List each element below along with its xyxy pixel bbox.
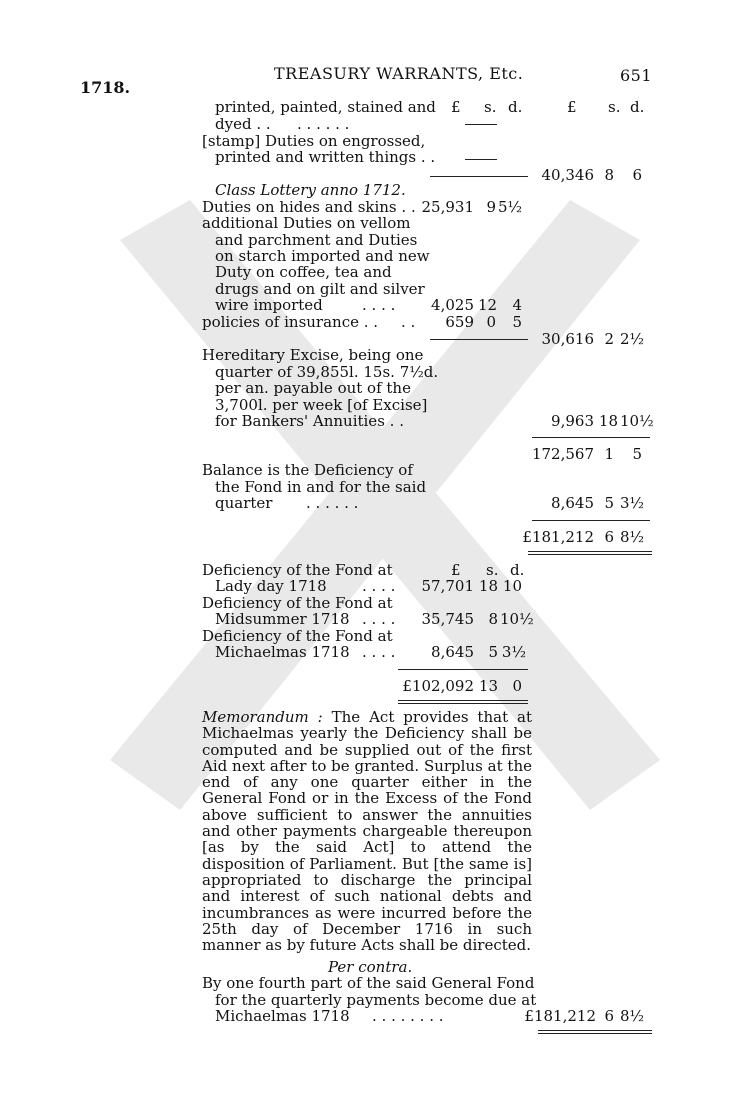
per-contra-line3: Michaelmas 1718	[215, 1007, 350, 1025]
blank-dash-2	[465, 159, 497, 160]
def-row-3-pence: 3½	[501, 643, 526, 661]
hereditary-line-4: 3,700l. per week [of Excise]	[215, 396, 428, 414]
rule-subtotal-2	[430, 339, 528, 340]
col-header-shillings: s.	[484, 98, 497, 116]
balance-shillings: 5	[604, 494, 614, 512]
subtotal2-pounds: 30,616	[541, 330, 594, 348]
hides-pounds: 25,931	[421, 198, 474, 216]
additional-line-6: wire imported	[215, 296, 323, 314]
policies-pounds: 659	[445, 313, 474, 331]
balance-line-3: quarter	[215, 494, 273, 512]
def-row-2-shillings: 8	[488, 610, 498, 628]
item-stamp-line1: [stamp] Duties on engrossed,	[202, 132, 426, 150]
def-col-header-pence: d.	[510, 561, 525, 579]
additional-line-1: additional Duties on vellom	[202, 214, 411, 232]
balance-pounds: 8,645	[551, 494, 594, 512]
def-total-pence: 0	[512, 677, 522, 695]
balance-line-1: Balance is the Deficiency of	[202, 461, 413, 479]
item-printed-line2: dyed . .	[215, 115, 271, 133]
def-row-2-pounds: 35,745	[421, 610, 474, 628]
item-printed-dots: . . . . . .	[297, 115, 350, 133]
grand-total-shillings: 6	[604, 528, 614, 546]
hides-pence: 5½	[498, 198, 523, 216]
rule-total-1	[532, 437, 650, 438]
rule-grand-total-double	[528, 551, 652, 555]
rule-def-total-double	[398, 700, 528, 704]
total1-pence: 5	[632, 445, 642, 463]
def-row-1-pounds: 57,701	[421, 577, 474, 595]
def-total-shillings: 13	[478, 677, 498, 695]
grand-total-pounds: £181,212	[522, 528, 594, 546]
def-row-1-line1: Deficiency of the Fond at	[202, 561, 393, 579]
policies-shillings: 0	[486, 313, 496, 331]
col-header-pence: d.	[508, 98, 523, 116]
additional-pounds: 4,025	[431, 296, 474, 314]
subtotal2-pence: 2½	[620, 330, 645, 348]
rule-per-contra-double	[538, 1030, 652, 1034]
def-row-3-pounds: 8,645	[431, 643, 474, 661]
memorandum-paragraph	[202, 709, 532, 953]
hereditary-shillings: 18	[598, 412, 618, 430]
additional-pence: 4	[512, 296, 522, 314]
policies-dots: . .	[401, 313, 416, 331]
total1-shillings: 1	[604, 445, 614, 463]
additional-line-3: on starch imported and new	[215, 247, 430, 265]
col-header-pounds: £	[451, 98, 461, 116]
memorandum-label: Memorandum :	[202, 708, 323, 726]
col-header-pence-2: d.	[630, 98, 645, 116]
item-printed-line1: printed, painted, stained and	[215, 98, 436, 116]
per-contra-pounds: £181,212	[524, 1007, 596, 1025]
col-header-shillings-2: s.	[608, 98, 621, 116]
def-row-3-line1: Deficiency of the Fond at	[202, 627, 393, 645]
def-row-1-line2: Lady day 1718	[215, 577, 327, 595]
def-row-2-line2: Midsummer 1718	[215, 610, 350, 628]
additional-shillings: 12	[478, 296, 498, 314]
rule-subtotal-1	[430, 176, 528, 177]
balance-dots: . . . . . .	[306, 494, 359, 512]
subtotal1-pence: 6	[632, 166, 642, 184]
grand-total-pence: 8½	[620, 528, 645, 546]
additional-dots: . . . .	[362, 296, 396, 314]
policies-pence: 5	[512, 313, 522, 331]
def-row-1-shillings: 18	[478, 577, 498, 595]
balance-pence: 3½	[620, 494, 645, 512]
subtotal1-pounds: 40,346	[541, 166, 594, 184]
subtotal1-shillings: 8	[604, 166, 614, 184]
rule-grand-total-top	[532, 520, 650, 521]
total1-pounds: 172,567	[531, 445, 594, 463]
additional-line-5: drugs and on gilt and silver	[215, 280, 425, 298]
def-row-2-pence: 10½	[500, 610, 534, 628]
def-row-2-line1: Deficiency of the Fond at	[202, 594, 393, 612]
hereditary-line-2: quarter of 39,855l. 15s. 7½d.	[215, 363, 439, 381]
def-row-3-dots: . . . .	[362, 643, 396, 661]
per-contra-pence: 8½	[620, 1007, 645, 1025]
item-stamp-line2: printed and written things . .	[215, 148, 436, 166]
def-row-2-dots: . . . .	[362, 610, 396, 628]
page-number: 651	[620, 66, 653, 85]
additional-line-4: Duty on coffee, tea and	[215, 263, 392, 281]
class-lottery-heading: Class Lottery anno 1712.	[215, 181, 406, 199]
rule-def-total-top	[398, 669, 528, 670]
year-label: 1718.	[80, 78, 131, 97]
blank-dash-1	[465, 124, 497, 125]
hereditary-line-5: for Bankers' Annuities . .	[215, 412, 404, 430]
memorandum-text: The Act provides that at Michaelmas yearly the Deficiency shall be computed and be supplied out of the first Aid next after to be granted. Surplus at the end of any one quarter either in the General Fond or in the Excess of the Fond above sufficient to answer the annuities and other payments chargeable thereupon [as by the said Act] to attend the disposition of Parliament. But [the same is] appropriated to discharge the principal and interest of such national debts and incumbrances as were incurred before the 25th day of December 1716 in such manner as by future Acts shall be directed.	[202, 708, 532, 955]
col-header-pounds-2: £	[567, 98, 577, 116]
hereditary-pence: 10½	[620, 412, 654, 430]
hereditary-pounds: 9,963	[551, 412, 594, 430]
per-contra-line2: for the quarterly payments become due at	[215, 991, 537, 1009]
hides-shillings: 9	[486, 198, 496, 216]
per-contra-heading: Per contra.	[328, 958, 413, 976]
per-contra-shillings: 6	[604, 1007, 614, 1025]
def-row-3-shillings: 5	[488, 643, 498, 661]
def-total-pounds: £102,092	[402, 677, 474, 695]
def-col-header-pounds: £	[451, 561, 461, 579]
def-row-1-pence: 10	[502, 577, 522, 595]
subtotal2-shillings: 2	[604, 330, 614, 348]
balance-line-2: the Fond in and for the said	[215, 478, 427, 496]
def-row-3-line2: Michaelmas 1718	[215, 643, 350, 661]
hides-line: Duties on hides and skins . .	[202, 198, 416, 216]
additional-line-2: and parchment and Duties	[215, 231, 418, 249]
running-title: TREASURY WARRANTS, Etc.	[274, 64, 524, 83]
def-col-header-shillings: s.	[486, 561, 499, 579]
policies-line: policies of insurance . .	[202, 313, 379, 331]
def-row-1-dots: . . . .	[362, 577, 396, 595]
hereditary-line-3: per an. payable out of the	[215, 379, 411, 397]
hereditary-line-1: Hereditary Excise, being one	[202, 346, 424, 364]
per-contra-dots: . . . . . . . .	[372, 1007, 444, 1025]
per-contra-line1: By one fourth part of the said General Fond	[202, 974, 535, 992]
